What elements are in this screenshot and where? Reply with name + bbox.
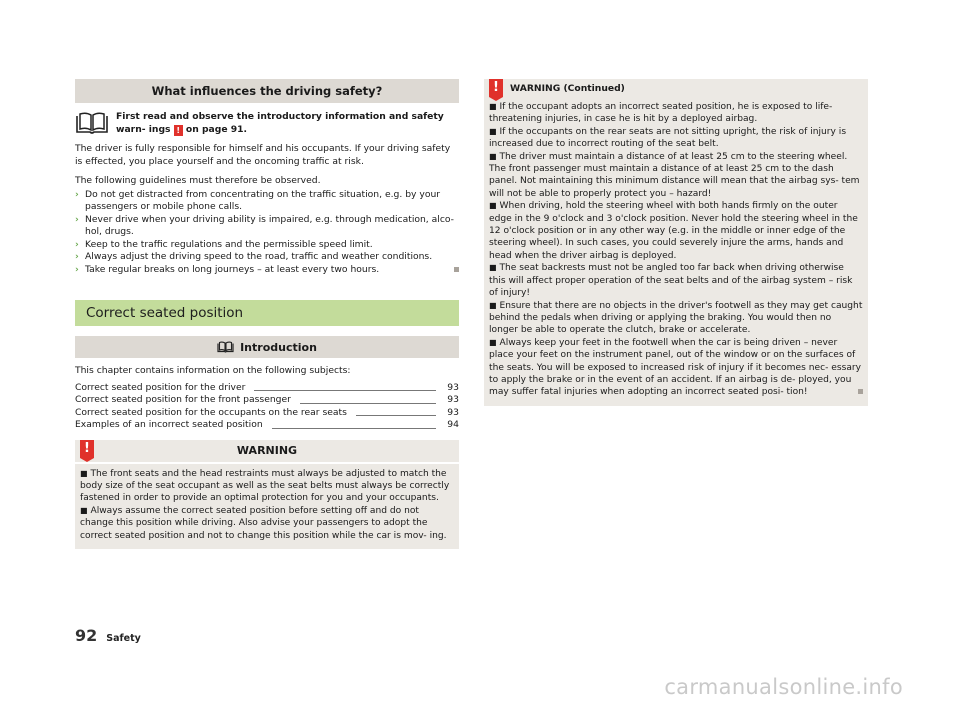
warning-item: ■ The front seats and the head restraints must always be adjusted to match the body size of the seat occupant as well as the seat belts must always be correctly fastened in order to provide an optimal protection for you and your occupants. [80, 468, 450, 504]
toc-entry[interactable]: Correct seated position for the front passenger 93 [75, 394, 459, 405]
square-bullet-icon: ■ [80, 468, 88, 478]
intro-note-text-after: on page 91. [185, 124, 248, 135]
warning-item: ■ If the occupant adopts an incorrect seated position, he is exposed to life- threatening injuries, in case he is hit by a deployed airbag. [489, 102, 833, 125]
square-bullet-icon: ■ [489, 337, 497, 347]
intro-note-text-before: First read and observe the introductory information and safety warn- ings [116, 111, 444, 135]
warning-title: WARNING [75, 440, 459, 464]
paragraph-responsibility: The driver is fully responsible for himself and his occupants. If your driving safety is effected, you place yourself and the oncoming traffic at risk. [75, 143, 451, 167]
warning-item: ■ The seat backrests must not be angled too far back when driving otherwise this will affect proper operation of the seat belts and of the airbag system – risk of injury! [489, 263, 853, 299]
warning-icon: ! [489, 79, 503, 97]
list-item: › Take regular breaks on long journeys – at least every two hours. [75, 264, 459, 277]
toc-intro: This chapter contains information on the following subjects: [75, 365, 351, 376]
chevron-right-icon: › [75, 213, 79, 225]
chevron-right-icon: › [75, 251, 79, 262]
section-end-marker [858, 389, 863, 394]
warning-item: ■ Always keep your feet in the footwell when the car is being driven – never place your feet on the instrument panel, out of the window or on the surfaces of the seats. You will be exposed to increased risk of injury if it becomes nec- essary to apply the brake or in the event of an accident. If an airbag is de- ployed, you may suffer fatal injuries when adopting an incorrect seated posi- tion! [489, 337, 862, 398]
intro-note-text [116, 110, 459, 136]
warning-ref-icon: ! [174, 125, 183, 136]
warning-item: ■ The driver must maintain a distance of at least 25 cm to the steering wheel. The front passenger must maintain a distance of at least 25 cm to the dash panel. Not maintaining this minimum distance will mean that the airbag sys- tem will not be able to properly protect you – hazard! [489, 151, 860, 199]
open-book-icon [75, 111, 109, 135]
introduction-bar [75, 336, 459, 358]
page-number: 92 [75, 626, 98, 645]
list-item: › Never drive when your driving ability is impaired, e.g. through medication, alco- hol, drugs. [75, 213, 454, 237]
square-bullet-icon: ■ [489, 126, 497, 136]
square-bullet-icon: ■ [489, 300, 497, 310]
watermark: carmanualsonline.info [664, 675, 903, 699]
warning-continued-box [484, 79, 868, 406]
left-column [75, 79, 459, 549]
guideline-list [75, 189, 459, 277]
intro-note [75, 110, 459, 136]
introduction-label: Introduction [240, 340, 317, 354]
warning-item: ■ Always assume the correct seated position before setting off and do not change this position while driving. Also advise your passengers to adopt the correct seated position and not to change this position while the car is mov- ing. [80, 505, 447, 541]
paragraph-guidelines: The following guidelines must therefore be observed. [75, 175, 321, 186]
warning-icon: ! [80, 440, 94, 458]
chevron-right-icon: › [75, 188, 79, 200]
open-book-icon [217, 341, 234, 353]
section-name: Safety [106, 633, 141, 644]
section-title: What influences the driving safety? [75, 79, 459, 103]
chevron-right-icon: › [75, 263, 79, 275]
page-footer [75, 626, 141, 645]
warning-box [75, 440, 459, 549]
square-bullet-icon: ■ [80, 505, 88, 515]
warning-item: ■ Ensure that there are no objects in the driver's footwell as they may get caught behind the pedals when driving or applying the braking. You would then no longer be able to operate the clutch, brake or accelerate. [489, 300, 863, 336]
square-bullet-icon: ■ [489, 263, 497, 273]
warning-item: ■ If the occupants on the rear seats are not sitting upright, the risk of injury is increased due to incorrect routing of the seat belt. [489, 126, 847, 150]
toc-entry[interactable]: Examples of an incorrect seated position 94 [75, 419, 459, 430]
toc-entry[interactable]: Correct seated position for the occupants on the rear seats 93 [75, 406, 459, 418]
warning-continued-body [484, 97, 868, 402]
chapter-title: Correct seated position [75, 300, 459, 326]
square-bullet-icon: ■ [489, 201, 497, 211]
chevron-right-icon: › [75, 238, 79, 250]
table-of-contents [75, 382, 459, 432]
warning-item: ■ When driving, hold the steering wheel with both hands firmly on the outer edge in the 9 o'clock and 3 o'clock position. Never hold the steering wheel in the 12 o'clock position or in any other way (e.g. in the middle or inner edge of the steering wheel). In such cases, you could severely injure the arms, hands and head when the driver airbag is deployed. [489, 201, 858, 261]
list-item: › Keep to the traffic regulations and the permissible speed limit. [75, 238, 373, 250]
list-item: › Always adjust the driving speed to the road, traffic and weather conditions. [75, 251, 433, 262]
square-bullet-icon: ■ [489, 151, 497, 161]
square-bullet-icon: ■ [489, 102, 497, 111]
warning-body [75, 464, 459, 545]
list-item: › Do not get distracted from concentrating on the traffic situation, e.g. by your passengers or mobile phone calls. [75, 188, 441, 212]
right-column [484, 79, 868, 406]
warning-continued-title: WARNING (Continued) [510, 82, 625, 94]
section-end-marker [454, 267, 459, 272]
toc-entry[interactable]: Correct seated position for the driver 93 [75, 381, 459, 393]
